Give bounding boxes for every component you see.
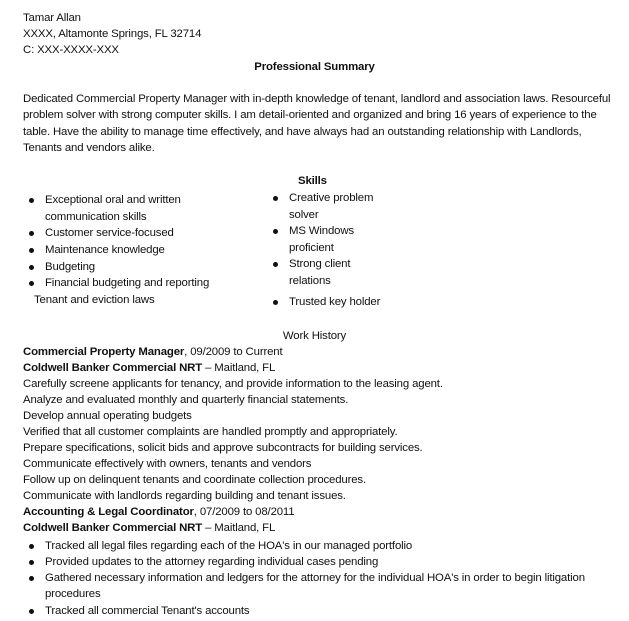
job-title: Accounting & Legal Coordinator (23, 506, 194, 518)
bullet-icon (273, 300, 278, 305)
bullet-icon (29, 576, 34, 581)
job-duty: Gathered necessary information and ledgers for the attorney for the individual HOA's in order to begin litigation procedures (45, 572, 585, 600)
bullet-icon (273, 196, 278, 201)
job-dates: , 07/2009 to 08/2011 (193, 506, 295, 518)
candidate-phone: C: XXX-XXXX-XXX (23, 44, 119, 56)
job-dates: , 09/2009 to Current (184, 346, 283, 358)
bullet-icon (29, 231, 34, 236)
job-company-line (23, 360, 275, 376)
job-duty: Analyze and evaluated monthly and quarterly financial statements. (23, 394, 349, 406)
bullet-icon (29, 248, 34, 253)
skills-heading: Skills (298, 175, 327, 187)
job-duty: Tracked all legal files regarding each of the HOA's in our managed portfolio (45, 540, 413, 552)
job-title-line (23, 504, 294, 520)
candidate-name: Tamar Allan (23, 12, 81, 24)
job-location: – Maitland, FL (202, 522, 276, 534)
job-duty: Communicate with landlords regarding building and tenant issues. (23, 490, 346, 502)
bullet-icon (29, 544, 34, 549)
job-duty: Tracked all commercial Tenant's accounts (45, 605, 250, 617)
summary-heading: Professional Summary (254, 61, 375, 73)
job-location: – Maitland, FL (202, 362, 276, 374)
bullet-icon (29, 560, 34, 565)
job-duty: Prepare specifications, solicit bids and approve subcontracts for building services. (23, 442, 423, 454)
candidate-address: XXXX, Altamonte Springs, FL 32714 (23, 28, 202, 40)
job-company: Coldwell Banker Commercial NRT (23, 522, 203, 534)
job-company: Coldwell Banker Commercial NRT (23, 362, 203, 374)
bullet-icon (29, 198, 34, 203)
job-title: Commercial Property Manager (23, 346, 185, 358)
job-duty: Verified that all customer complaints are handled promptly and appropriately. (23, 426, 398, 438)
work-history-heading: Work History (282, 330, 347, 342)
job-duty: Communicate effectively with owners, tenants and vendors (23, 458, 312, 470)
bullet-icon (273, 262, 278, 267)
bullet-icon (29, 281, 34, 286)
job-duty: Carefully screene applicants for tenancy, and provide information to the leasing agent. (23, 378, 443, 390)
job-duty: Provided updates to the attorney regarding individual cases pending (45, 556, 379, 568)
job-duty: Follow up on delinquent tenants and coordinate collection procedures. (23, 474, 366, 486)
job-company-line (23, 520, 275, 536)
summary-text: Dedicated Commercial Property Manager with in-depth knowledge of tenant, landlord and association laws. Resourceful problem solver with strong computer skills. I am detail-oriented and organized and bring 16 years of experience to the table. Have the ability to manage time effectively, and have always had an outstanding relationship with Landlords, Tenants and vendors alike. (23, 93, 611, 154)
bullet-icon (29, 609, 34, 614)
job-title-line (23, 344, 283, 360)
skill-item-unbulleted: Tenant and eviction laws (34, 294, 155, 306)
job-duty: Develop annual operating budgets (23, 410, 192, 422)
bullet-icon (29, 265, 34, 270)
bullet-icon (273, 229, 278, 234)
